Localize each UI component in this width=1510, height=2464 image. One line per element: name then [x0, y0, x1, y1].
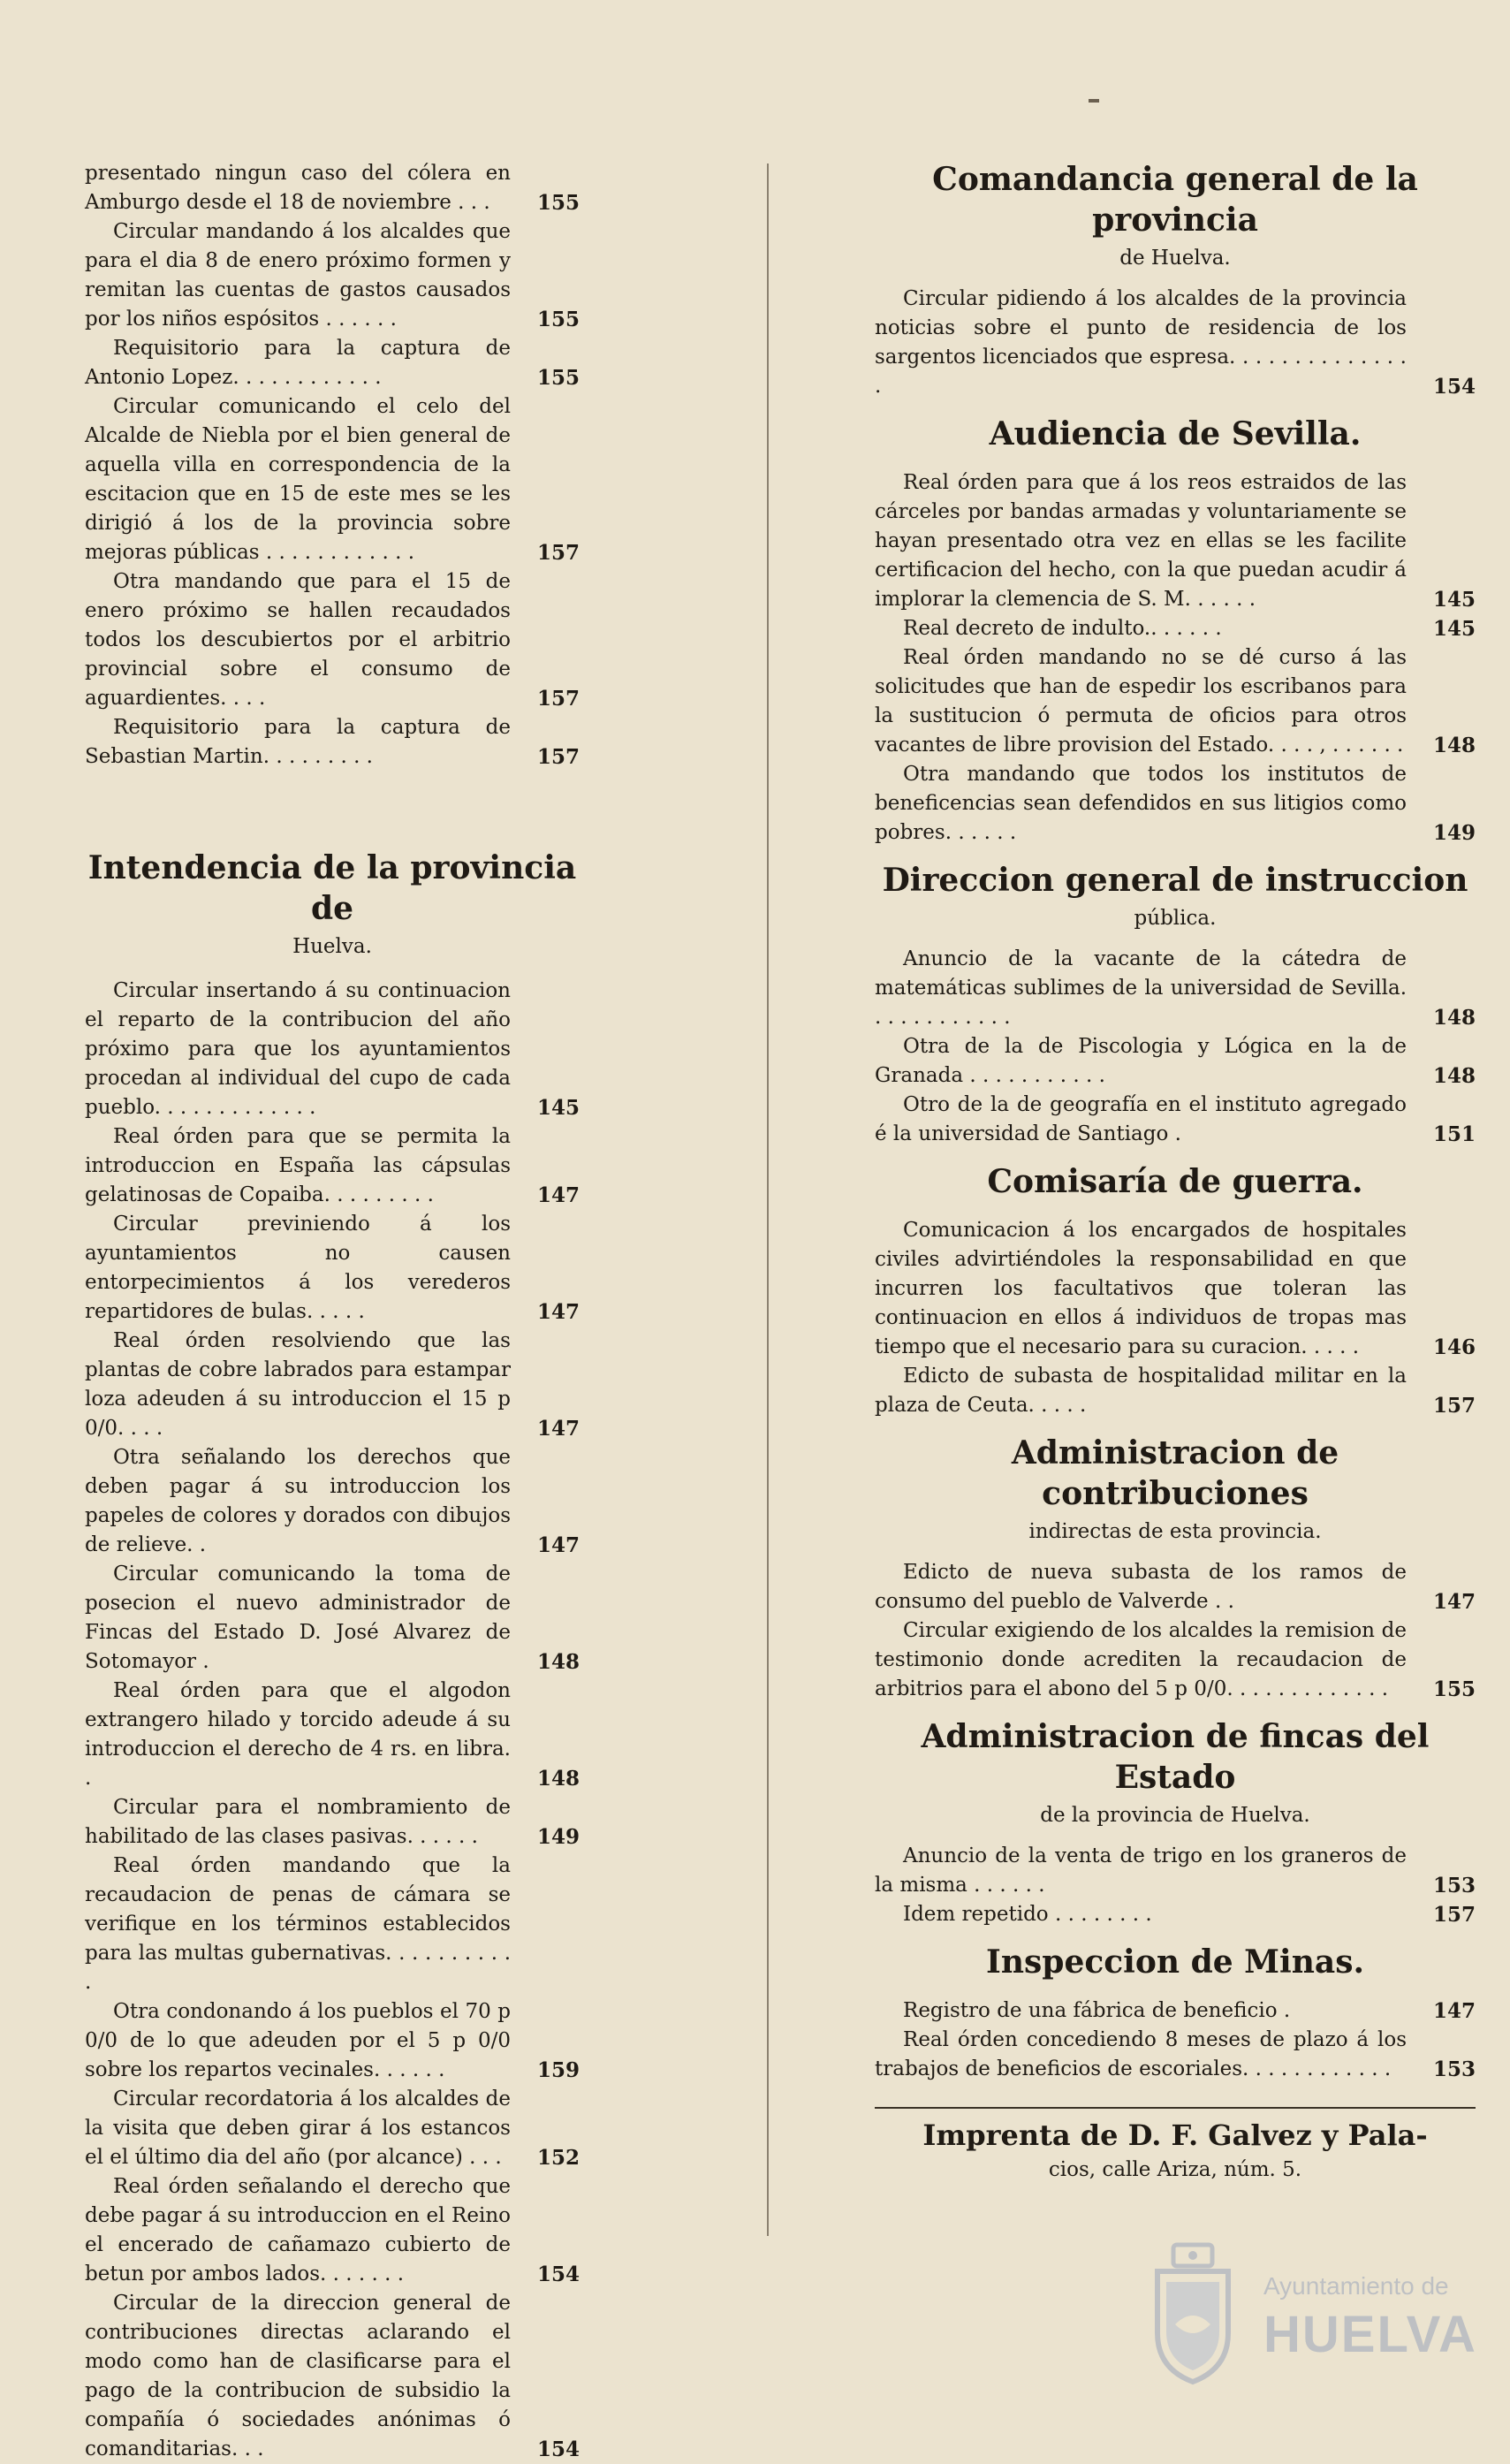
column-divider — [767, 164, 769, 2236]
entry-page-number: 154 — [1432, 375, 1476, 399]
entry-page-number: 157 — [536, 687, 580, 711]
entry-page-number: 147 — [536, 1183, 580, 1207]
index-entry — [85, 1997, 580, 2085]
index-entry — [875, 1996, 1476, 2026]
entry-text: Real órden para que á los reos estraidos de las cárceles por bandas armadas y voluntariamente se hayan presentado otra vez en ellas se les facilite certificacion del hecho, con la que puedan acudir á implorar la clemencia de S. M. . . . . . — [875, 471, 1407, 611]
entry-text: Comunicacion á los encargados de hospitales civiles advirtiéndoles la responsabilidad en que incurren los facultativos que toleran las continuacion en ellos á individuos de tropas mas tiempo que el necesario para su curacion. . . . . — [875, 1219, 1407, 1358]
index-entry — [875, 945, 1476, 1032]
entry-page-number: 148 — [1432, 1006, 1476, 1030]
left-section-entries — [85, 977, 580, 2464]
entry-page-number: 157 — [536, 541, 580, 565]
entry-page-number: 145 — [536, 1096, 580, 1120]
section-sub-intendencia: Huelva. — [292, 935, 372, 958]
entry-text: Real órden mandando que la recaudacion de penas de cámara se verifique en los términos establecidos para las multas gubernativas. . . . . . . . . . . — [85, 1854, 511, 1994]
index-entry — [875, 1091, 1476, 1149]
section-heading-intendencia: Intendencia de la provincia de — [87, 849, 577, 927]
index-entry — [85, 159, 580, 217]
index-entry — [875, 614, 1476, 643]
entry-text: Circular pidiendo á los alcaldes de la provincia noticias sobre el punto de residencia de los sargentos licenciados que espresa. . . . . . . . . . . . . . . — [875, 287, 1407, 398]
index-entry — [85, 1122, 580, 1210]
entry-text: presentado ningun caso del cólera en Amburgo desde el 18 de noviembre . . . — [85, 162, 511, 214]
index-entry — [875, 1616, 1476, 1704]
entry-text: Real órden mandando no se dé curso á las solicitudes que han de espedir los escribanos para la sustitucion ó permuta de oficios para otros vacantes de libre provision del Estado. . . . , . . . . . . — [875, 646, 1407, 757]
entry-text: Anuncio de la venta de trigo en los graneros de la misma . . . . . . — [875, 1844, 1407, 1897]
entry-text: Edicto de subasta de hospitalidad militar en la plaza de Ceuta. . . . . — [875, 1365, 1407, 1417]
entry-page-number: 157 — [1432, 1903, 1476, 1927]
index-entry — [85, 2085, 580, 2172]
index-entry — [875, 1362, 1476, 1420]
entry-page-number: 149 — [1432, 821, 1476, 845]
index-entry — [875, 1032, 1476, 1091]
index-entry — [875, 760, 1476, 848]
entry-text: Circular insertando á su continuacion el reparto de la contribucion del año próximo para que los ayuntamientos procedan al individual del cupo de cada pueblo. . . . . . . . . . . . . — [85, 979, 511, 1119]
entry-page-number: 153 — [1432, 1874, 1476, 1897]
index-entry — [875, 1558, 1476, 1616]
index-entry — [875, 1900, 1476, 1929]
section-heading: Comisaría de guerra. — [987, 1163, 1363, 1200]
index-entry — [875, 2026, 1476, 2084]
entry-text: Real órden para que se permita la introduccion en España las cápsulas gelatinosas de Copaiba. . . . . . . . . — [85, 1125, 511, 1206]
entry-page-number: 147 — [1432, 1999, 1476, 2023]
watermark-line-2: HUELVA — [1263, 2306, 1477, 2363]
entry-page-number: 159 — [536, 2058, 580, 2082]
entry-text: Real órden concediendo 8 meses de plazo á los trabajos de beneficios de escoriales. . . . . . . . . . . . — [875, 2028, 1407, 2080]
entry-page-number: 149 — [536, 1825, 580, 1849]
left-top-entries — [85, 159, 580, 772]
entry-page-number: 145 — [1432, 617, 1476, 641]
index-entry — [85, 1677, 580, 1793]
index-entry — [85, 567, 580, 713]
imprint-line-2: cios, calle Ariza, núm. 5. — [1048, 2158, 1302, 2181]
section-heading: Comandancia general de la provincia — [932, 161, 1418, 239]
entry-text: Circular de la direccion general de contribuciones directas aclarando el modo como han de clasificarse para el pago de la contribucion de subsidio la compañía ó sociedades anónimas ó comanditarias. . . — [85, 2292, 511, 2460]
section-subheading: indirectas de esta provincia. — [1028, 1520, 1322, 1543]
entry-page-number: 147 — [1432, 1590, 1476, 1614]
index-entry — [85, 1327, 580, 1443]
entry-page-number: 148 — [1432, 734, 1476, 757]
index-entry — [85, 1560, 580, 1677]
entry-page-number: 155 — [1432, 1677, 1476, 1701]
entry-text: Real decreto de indulto.. . . . . . — [903, 617, 1222, 640]
entry-page-number: 155 — [536, 191, 580, 215]
entry-text: Otra de la de Piscologia y Lógica en la de Granada . . . . . . . . . . . — [875, 1035, 1407, 1087]
right-sections — [875, 159, 1476, 2084]
entry-text: Registro de una fábrica de beneficio . — [903, 1999, 1291, 2022]
index-entry — [875, 1842, 1476, 1900]
entry-page-number: 157 — [1432, 1394, 1476, 1418]
index-entry — [85, 2172, 580, 2289]
left-column — [85, 159, 580, 2464]
index-entry — [85, 1793, 580, 1852]
entry-page-number: 155 — [536, 308, 580, 331]
crest-icon — [1140, 2236, 1246, 2386]
watermark-line-1: Ayuntamiento de — [1263, 2272, 1449, 2300]
entry-text: Real órden resolviendo que las plantas de cobre labrados para estampar loza adeuden á su introduccion el 15 p 0/0. . . . — [85, 1329, 511, 1440]
index-entry — [85, 1210, 580, 1327]
entry-page-number: 145 — [1432, 588, 1476, 612]
index-entry — [85, 392, 580, 567]
entry-text: Requisitorio para la captura de Sebastian Martin. . . . . . . . . — [85, 716, 511, 768]
entry-text: Idem repetido . . . . . . . . — [903, 1903, 1152, 1926]
entry-text: Circular comunicando la toma de posecion el nuevo administrador de Fincas del Estado D. José Alvarez de Sotomayor . — [85, 1563, 511, 1673]
entry-page-number: 146 — [1432, 1335, 1476, 1359]
entry-page-number: 154 — [536, 2262, 580, 2286]
entry-text: Otra mandando que para el 15 de enero próximo se hallen recaudados todos los descubiertos por el arbitrio provincial sobre el consumo de aguardientes. . . . — [85, 570, 511, 710]
section-heading: Audiencia de Sevilla. — [989, 415, 1362, 452]
section-subheading: de la provincia de Huelva. — [1040, 1804, 1310, 1827]
section-heading: Administracion de contribuciones — [1011, 1434, 1339, 1512]
section-subheading: pública. — [1134, 907, 1217, 930]
print-mark — [1089, 99, 1099, 103]
section-subheading: de Huelva. — [1119, 247, 1231, 270]
entry-page-number: 148 — [1432, 1064, 1476, 1088]
entry-text: Circular para el nombramiento de habilitado de las clases pasivas. . . . . . — [85, 1796, 511, 1848]
entry-text: Otra condonando á los pueblos el 70 p 0/0 de lo que adeuden por el 5 p 0/0 sobre los repartos vecinales. . . . . . — [85, 2000, 511, 2081]
index-entry — [875, 285, 1476, 401]
entry-text: Real órden señalando el derecho que debe pagar á su introduccion en el Reino el encerado de cañamazo cubierto de betun por ambos lados. . . . . . . — [85, 2175, 511, 2285]
entry-page-number: 147 — [536, 1417, 580, 1441]
entry-page-number: 152 — [536, 2146, 580, 2170]
entry-text: Edicto de nueva subasta de los ramos de consumo del pueblo de Valverde . . — [875, 1561, 1407, 1613]
entry-text: Requisitorio para la captura de Antonio Lopez. . . . . . . . . . . . — [85, 337, 511, 389]
entry-page-number: 148 — [536, 1767, 580, 1791]
right-column — [875, 159, 1476, 2185]
index-entry — [875, 643, 1476, 760]
imprint — [875, 2107, 1476, 2185]
entry-text: Otra mandando que todos los institutos de beneficencias sean defendidos en sus litigios como pobres. . . . . . — [875, 763, 1407, 844]
entry-text: Circular mandando á los alcaldes que para el dia 8 de enero próximo formen y remitan las cuentas de gastos causados por los niños espósitos . . . . . . — [85, 220, 511, 331]
entry-page-number: 154 — [536, 2437, 580, 2461]
entry-page-number: 147 — [536, 1533, 580, 1557]
index-entry — [85, 713, 580, 772]
entry-page-number: 147 — [536, 1300, 580, 1324]
entry-text: Circular exigiendo de los alcaldes la remision de testimonio donde acrediten la recaudacion de arbitrios para el abono del 5 p 0/0. . . . . . . . . . . . . — [875, 1619, 1407, 1700]
entry-text: Otro de la de geografía en el instituto agregado é la universidad de Santiago . — [875, 1093, 1407, 1145]
section-heading: Administracion de fincas del Estado — [921, 1718, 1430, 1796]
index-entry — [85, 2289, 580, 2464]
watermark-logo — [1140, 2236, 1484, 2395]
entry-text: Anuncio de la vacante de la cátedra de matemáticas sublimes de la universidad de Sevilla. . . . . . . . . . . . — [875, 947, 1407, 1029]
index-entry — [875, 468, 1476, 614]
entry-page-number: 153 — [1432, 2057, 1476, 2081]
entry-page-number: 155 — [536, 366, 580, 390]
index-entry — [875, 1216, 1476, 1362]
entry-text: Circular recordatoria á los alcaldes de la visita que deben girar á los estancos el el último dia del año (por alcance) . . . — [85, 2088, 511, 2169]
entry-page-number: 157 — [536, 745, 580, 769]
entry-page-number: 151 — [1432, 1122, 1476, 1146]
section-heading: Direccion general de instruccion — [882, 862, 1468, 899]
index-entry — [85, 334, 580, 392]
entry-text: Circular previniendo á los ayuntamientos no causen entorpecimientos á los verederos repartidores de bulas. . . . . — [85, 1213, 511, 1323]
entry-text: Otra señalando los derechos que deben pagar á su introduccion los papeles de colores y dorados con dibujos de relieve. . — [85, 1446, 511, 1556]
entry-page-number: 148 — [536, 1650, 580, 1674]
index-entry — [85, 977, 580, 1122]
entry-text: Circular comunicando el celo del Alcalde de Niebla por el bien general de aquella villa en correspondencia de la escitacion que en 15 de este mes se les dirigió á los de la provincia sobre mejoras públicas . . . . . . . . . . . . — [85, 395, 511, 564]
imprint-line-1: Imprenta de D. F. Galvez y Pala- — [922, 2118, 1428, 2152]
index-entry — [85, 1852, 580, 1997]
section-heading: Inspeccion de Minas. — [985, 1943, 1365, 1981]
entry-text: Real órden para que el algodon extrangero hilado y torcido adeude á su introduccion el derecho de 4 rs. en libra. . — [85, 1679, 511, 1790]
index-entry — [85, 1443, 580, 1560]
index-entry — [85, 217, 580, 334]
